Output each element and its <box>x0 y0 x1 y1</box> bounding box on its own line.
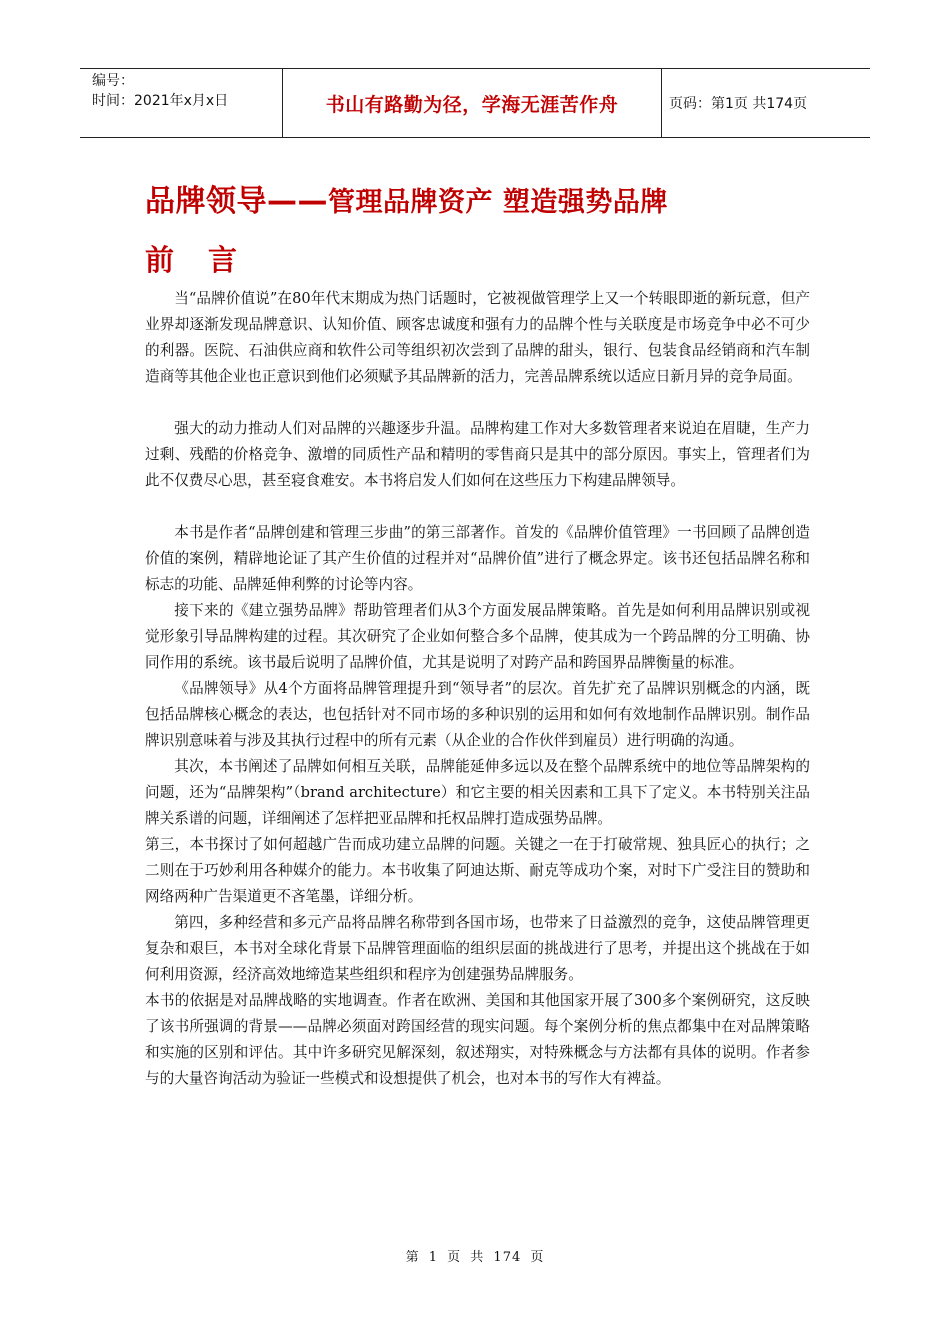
header-meta <box>80 69 283 137</box>
paragraph: 本书是作者“品牌创建和管理三步曲”的第三部著作。首发的《品牌价值管理》一书回顾了品牌创造价值的案例，精辟地论证了其产生价值的过程并对“品牌价值”进行了概念界定。该书还包括品牌名称和标志的功能、品牌延伸利弊的讨论等内容。 <box>145 524 810 593</box>
header-motto-cell <box>283 69 662 137</box>
paragraph: 本书的依据是对品牌战略的实地调查。作者在欧洲、美国和其他国家开展了300多个案例研究，这反映了该书所强调的背景——品牌必须面对跨国经营的现实问题。每个案例分析的焦点都集中在对品牌策略和实施的区别和评估。其中许多研究见解深刻，叙述翔实，对特殊概念与方法都有具体的说明。作者参与的大量咨询活动为验证一些模式和设想提供了机会，也对本书的写作大有裨益。 <box>145 992 810 1087</box>
paragraph: 第三，本书探讨了如何超越广告而成功建立品牌的问题。关键之一在于打破常规、独具匠心的执行；之二则在于巧妙利用各种媒介的能力。本书收集了阿迪达斯、耐克等成功个案，对时下广受注目的赞助和网络两种广告渠道更不吝笔墨，详细分析。 <box>145 836 810 905</box>
page-footer: 第 1 页 共 174 页 <box>405 1250 545 1265</box>
page-label: 页码：第1页 共174页 <box>669 96 808 112</box>
header-motto: 书山有路勤为径，学海无涯苦作舟 <box>325 93 619 116</box>
page-header <box>80 68 870 138</box>
paragraph: 强大的动力推动人们对品牌的兴趣逐步升温。品牌构建工作对大多数管理者来说迫在眉睫，生产力过剩、残酷的价格竞争、激增的同质性产品和精明的零售商只是其中的部分原因。事实上，管理者们为此不仅费尽心思，甚至寝食难安。本书将启发人们如何在这些压力下构建品牌领导。 <box>145 420 810 489</box>
section-heading: 前言 <box>145 243 272 277</box>
time-label: 时间：2021年x月x日 <box>92 93 229 109</box>
paragraph: 《品牌领导》从4个方面将品牌管理提升到“领导者”的层次。首先扩充了品牌识别概念的内涵，既包括品牌核心概念的表达，也包括针对不同市场的多种识别的运用和如何有效地制作品牌识别。制作品牌识别意味着与涉及其执行过程中的所有元素（从企业的合作伙伴到雇员）进行明确的沟通。 <box>145 680 810 749</box>
header-page-cell <box>661 69 870 137</box>
paragraph: 接下来的《建立强势品牌》帮助管理者们从3个方面发展品牌策略。首先是如何利用品牌识别或视觉形象引导品牌构建的过程。其次研究了企业如何整合多个品牌，使其成为一个跨品牌的分工明确、协同作用的系统。该书最后说明了品牌价值，尤其是说明了对跨产品和跨国界品牌衡量的标准。 <box>145 602 810 671</box>
paragraph: 当“品牌价值说”在80年代末期成为热门话题时，它被视做管理学上又一个转眼即逝的新玩意，但产业界却逐渐发现品牌意识、认知价值、顾客忠诚度和强有力的品牌个性与关联度是市场竞争中必不可少的利器。医院、石油供应商和软件公司等组织初次尝到了品牌的甜头，银行、包装食品经销商和汽车制造商等其他企业也正意识到他们必须赋予其品牌新的活力，完善品牌系统以适应日新月异的竞争局面。 <box>145 290 810 385</box>
number-label: 编号： <box>92 73 134 89</box>
title-rest: 管理品牌资产 塑造强势品牌 <box>328 187 668 218</box>
paragraph: 其次，本书阐述了品牌如何相互关联，品牌能延伸多远以及在整个品牌系统中的地位等品牌架构的问题，还为“品牌架构”（brand architecture）和它主要的相关因素和工具下了定义。本书特别关注品牌关系谱的问题，详细阐述了怎样把亚品牌和托权品牌打造成强势品牌。 <box>145 758 810 827</box>
body-text <box>145 286 810 1092</box>
document-title <box>145 176 668 220</box>
paragraph: 第四，多种经营和多元产品将品牌名称带到各国市场，也带来了日益激烈的竞争，这使品牌管理更复杂和艰巨，本书对全球化背景下品牌管理面临的组织层面的挑战进行了思考，并提出这个挑战在于如何利用资源，经济高效地缔造某些组织和程序为创建强势品牌服务。 <box>145 914 810 983</box>
title-main: 品牌领导—— <box>145 184 328 219</box>
